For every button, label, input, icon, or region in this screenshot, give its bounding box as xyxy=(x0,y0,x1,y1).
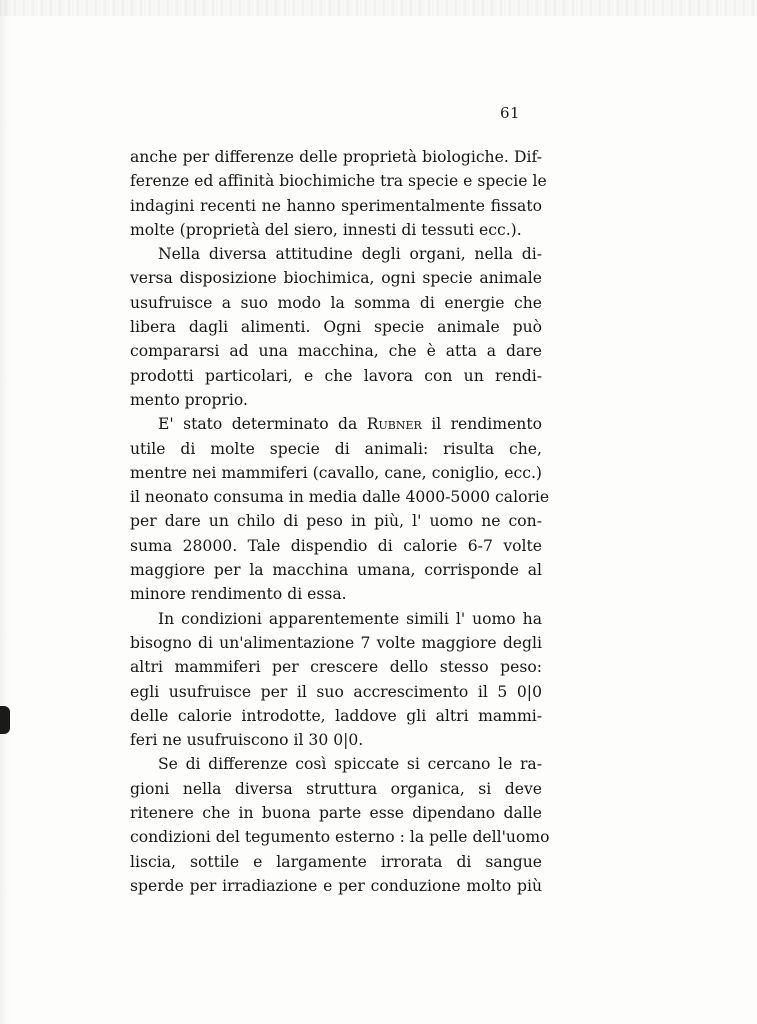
body-text xyxy=(130,145,550,898)
text-line: altri mammiferi per crescere dello stesso peso: xyxy=(130,658,542,677)
page-number: 61 xyxy=(500,104,521,122)
text-line xyxy=(130,412,542,436)
text-line: mento proprio. xyxy=(130,390,248,409)
text-line: feri ne usufruiscono il 30 0|0. xyxy=(130,731,364,750)
text-line: maggiore per la macchina umana, corrisponde al xyxy=(130,561,542,580)
text-line: minore rendimento di essa. xyxy=(130,585,347,604)
text-line: Se di differenze così spiccate si cercano le ra- xyxy=(158,755,542,774)
text-line: liscia, sottile e largamente irrorata di sangue xyxy=(130,852,542,871)
text-line: egli usufruisce per il suo accrescimento il 5 0|0 xyxy=(130,682,542,701)
text-line: utile di molte specie di animali: risulta che, xyxy=(130,439,542,458)
text-line: condizioni del tegumento esterno : la pelle dell'uomo xyxy=(130,828,550,847)
author-name: Rubner xyxy=(366,415,422,434)
text-line: versa disposizione biochimica, ogni specie animale xyxy=(130,269,542,288)
text-line: sperde per irradiazione e per conduzione molto più xyxy=(130,876,542,895)
text-line: libera dagli alimenti. Ogni specie animale può xyxy=(130,318,542,337)
text-line: In condizioni apparentemente simili l' uomo ha xyxy=(158,609,542,628)
text-line: delle calorie introdotte, laddove gli altri mammi- xyxy=(130,706,542,725)
text-line: molte (proprietà del siero, innesti di tessuti ecc.). xyxy=(130,220,522,239)
text-line: ferenze ed affinità biochimiche tra specie e specie le xyxy=(130,172,547,191)
binding-mark xyxy=(0,706,10,734)
text-line: indagini recenti ne hanno sperimentalmente fissato xyxy=(130,196,542,215)
text-line: il neonato consuma in media dalle 4000-5000 calorie xyxy=(130,488,550,507)
scan-left-edge xyxy=(0,0,10,1024)
scan-top-edge xyxy=(0,0,757,16)
text-line: mentre nei mammiferi (cavallo, cane, coniglio, ecc.) xyxy=(130,463,542,482)
text-line: compararsi ad una macchina, che è atta a dare xyxy=(130,342,542,361)
text-line: per dare un chilo di peso in più, l' uomo ne con- xyxy=(130,512,542,531)
text-fragment: il rendimento xyxy=(431,415,543,434)
text-line: Nella diversa attitudine degli organi, nella di- xyxy=(158,245,542,264)
text-fragment: E' stato determinato da xyxy=(158,415,358,434)
text-line: anche per differenze delle proprietà biologiche. Dif- xyxy=(130,148,542,166)
text-line: bisogno di un'alimentazione 7 volte maggiore degli xyxy=(130,633,542,652)
text-line: suma 28000. Tale dispendio di calorie 6-7 volte xyxy=(130,536,542,555)
text-line: ritenere che in buona parte esse dipendano dalle xyxy=(130,804,542,823)
text-line: usufruisce a suo modo la somma di energie che xyxy=(130,293,542,312)
text-line: gioni nella diversa struttura organica, si deve xyxy=(130,779,542,798)
text-line: prodotti particolari, e che lavora con un rendi- xyxy=(130,366,542,385)
